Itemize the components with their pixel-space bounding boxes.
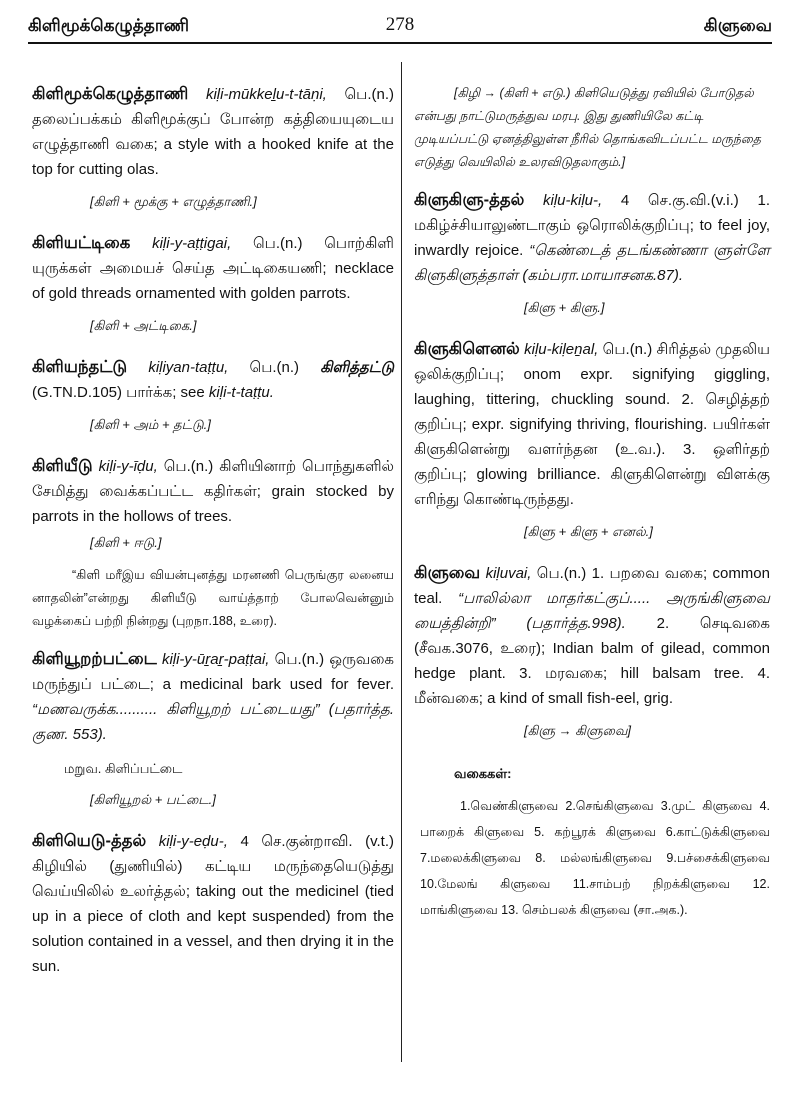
etymology: [கிளி + அம் + தட்டு.] (90, 417, 211, 432)
quotation: “மணவருக்க.......... கிளியூறற் பட்டையது” (பதார்த்த. குண. 553). (32, 701, 394, 743)
transliteration: kiḷi-y-īḍu, (98, 458, 158, 475)
quotation: “பாலில்லா மாதர்கட்குப்..... அருங்கிளுவை யைத்தின்றி” (பதார்த்த.998). (414, 590, 770, 632)
headword: கிளியெடு-த்தல் (32, 832, 147, 850)
headword: கிளுகிளெனல் (414, 340, 520, 358)
etymology: [கிளு + கிளு.] (524, 300, 605, 315)
types-heading: வகைகள்: (454, 766, 512, 781)
headword: கிளிமூக்கெழுத்தாணி (32, 85, 189, 103)
definition: 4 செ.கு.வி.(v.i.) 1. மகிழ்ச்சியாலுண்டாகும் ஒரொலிக்குறிப்பு; to feel joy, inwardly rejoice. (414, 192, 770, 259)
see-reference: kiḷi-t-taṭṭu. (208, 384, 274, 401)
transliteration: kiḷi-y-aṭṭigai, (152, 235, 232, 252)
etymology: [கிளி + ஈடு.] (90, 535, 162, 550)
definition: பெ.(n.) பொற்கிளி யுருக்கள் அமையச் செய்த அட்டிகையணி; necklace of gold threads ornamented with golden parrots. (32, 235, 394, 302)
dictionary-entry (414, 188, 770, 288)
headword: கிளியந்தட்டு (32, 358, 128, 376)
definition: பெ.(n.) (228, 359, 321, 376)
running-head-right: கிளுவை (703, 16, 772, 35)
definition: 2. செடிவகை (சீவக.3076, உரை); Indian balm of gilead, common hedge plant. 3. மரவகை; hill balsam tree. 4. மீன்வகை; a kind of small fish-eel, grig. (414, 615, 770, 707)
page-header (28, 10, 772, 50)
column-divider (401, 62, 402, 1062)
dictionary-entry (32, 231, 394, 306)
transliteration: kiḷuvai, (485, 565, 532, 582)
etymology: [கிளு + கிளு + எனல்.] (524, 524, 653, 539)
quotation: “கெண்டைத் தடங்கண்ணா ளுள்ளே கிளுகிளுத்தாள் (கம்பரா.மாயாசனக.87). (414, 242, 770, 284)
transliteration: kiḷiyan-taṭṭu, (148, 359, 229, 376)
headword: கிளியீடு (32, 457, 93, 475)
definition: பெ.(n.) ஒருவகை மருந்துப் பட்டை; a medicinal bark used for fever. (32, 651, 394, 693)
etymology: [கிளு → கிளுவை] (524, 723, 632, 738)
types-list: 1.வெண்கிளுவை 2.செங்கிளுவை 3.முட் கிளுவை 4. பாறைக் கிளுவை 5. கற்பூரக் கிளுவை 6.காட்டுக்கிளுவை 7.மலைக்கிளுவை 8. மல்லங்கிளுவை 9.பச்சைக்கிளுவை 10.மேலங் கிளுவை 11.சாம்பற் நிறக்கிளுவை 12. மாங்கிளுவை 13. செம்பலக் கிளுவை (சா.அக.). (420, 799, 770, 917)
etymology: [கிளி + அட்டிகை.] (90, 318, 197, 333)
headword: கிளுகிளு-த்தல் (414, 191, 525, 209)
definition: பெ.(n.) தலைப்பக்கம் கிளிமூக்குப் போன்ற கத்தியையுடைய எழுத்தாணி வகை; a style with a hooked knife at the top for cutting olas. (32, 86, 395, 178)
dictionary-entry (414, 561, 770, 711)
etymology: [கிளியூறல் + பட்டை.] (90, 792, 216, 807)
header-rule (28, 42, 772, 44)
dictionary-entry (32, 829, 394, 979)
headword: கிளியூறற்பட்டை (32, 650, 157, 668)
transliteration: kiḷi-y-ūṟaṟ-paṭṭai, (161, 651, 270, 668)
dictionary-entry (32, 454, 394, 529)
etymology: [கிளி + மூக்கு + எழுத்தாணி.] (90, 194, 257, 209)
page-number: 278 (385, 14, 415, 35)
variant-form: மறுவ. கிளிப்பட்டை (64, 761, 183, 776)
left-column (32, 82, 394, 979)
transliteration: kiḷu-kiḷeṉal, (524, 341, 599, 358)
transliteration: kiḷu-kiḷu-, (543, 192, 603, 209)
cross-reference-word: கிளித்தட்டு (320, 359, 395, 376)
etymology-note: [கிழி → (கிளி + எடு.) கிளியெடுத்து ரவியில் போடுதல் என்பது நாட்டுமருத்துவ மரபு. இது துணியிலே கட்டி முடியப்பட்டு ஏனத்திலுள்ள நீரில் தொங்கவிடப்பட்ட மருந்தை எடுத்து வெயிலில் உலரவிடுதலாகும்.] (414, 86, 761, 169)
headword: கிளுவை (414, 564, 481, 582)
definition: (G.TN.D.105) பார்க்க; see (32, 384, 209, 401)
citation-note: “கிளி மரீஇய வியன்புனத்து மரனணி பெருங்குர லனைய னாதலின்”என்றது கிளியீடு வாய்த்தாற் போலவென்னும் வழக்கைப் பற்றி நின்றது (புறநா.188, உரை). (32, 568, 394, 628)
transliteration: kiḷi-mūkkeḻu-t-tāṇi, (205, 86, 327, 103)
definition: பெ.(n.) 1. பறவை வகை; common teal. (414, 565, 770, 607)
right-column (414, 82, 770, 923)
definition: பெ.(n.) சிரித்தல் முதலிய ஒலிக்குறிப்பு; onom expr. signifying giggling, laughing, tittering, chuckling sound. 2. செழித்தற் குறிப்பு; expr. signifying thriving, flourishing. பயிர்கள் கிளுகிளென்று வளர்ந்தன (உ.வ.). 3. ஒளிர்தற் குறிப்பு; glowing brilliance. கிளுகிளென்று விளக்கு எரிந்து கொண்டிருந்தது. (414, 341, 770, 508)
headword: கிளியட்டிகை (32, 234, 131, 252)
definition: பெ.(n.) கிளியினாற் பொந்துகளில் சேமித்து வைக்கப்பட்ட கதிர்கள்; grain stocked by parrots in the hollows of trees. (32, 458, 394, 525)
transliteration: kiḷi-y-eḍu-, (158, 833, 228, 850)
definition: 4 செ.குன்றாவி. (v.t.) கிழியில் (துணியில்) கட்டிய மருந்தையெடுத்து வெய்யிலில் உலர்த்தல்; taking out the medicinel (tied up in a piece of cloth and kept suspended) from the solution contained in a vessel, and then drying it in the sun. (32, 833, 394, 975)
dictionary-entry (414, 337, 770, 512)
running-head-left: கிளிமூக்கெழுத்தாணி (28, 16, 190, 35)
dictionary-entry (32, 647, 394, 747)
dictionary-entry (32, 82, 394, 182)
dictionary-entry (32, 355, 394, 405)
